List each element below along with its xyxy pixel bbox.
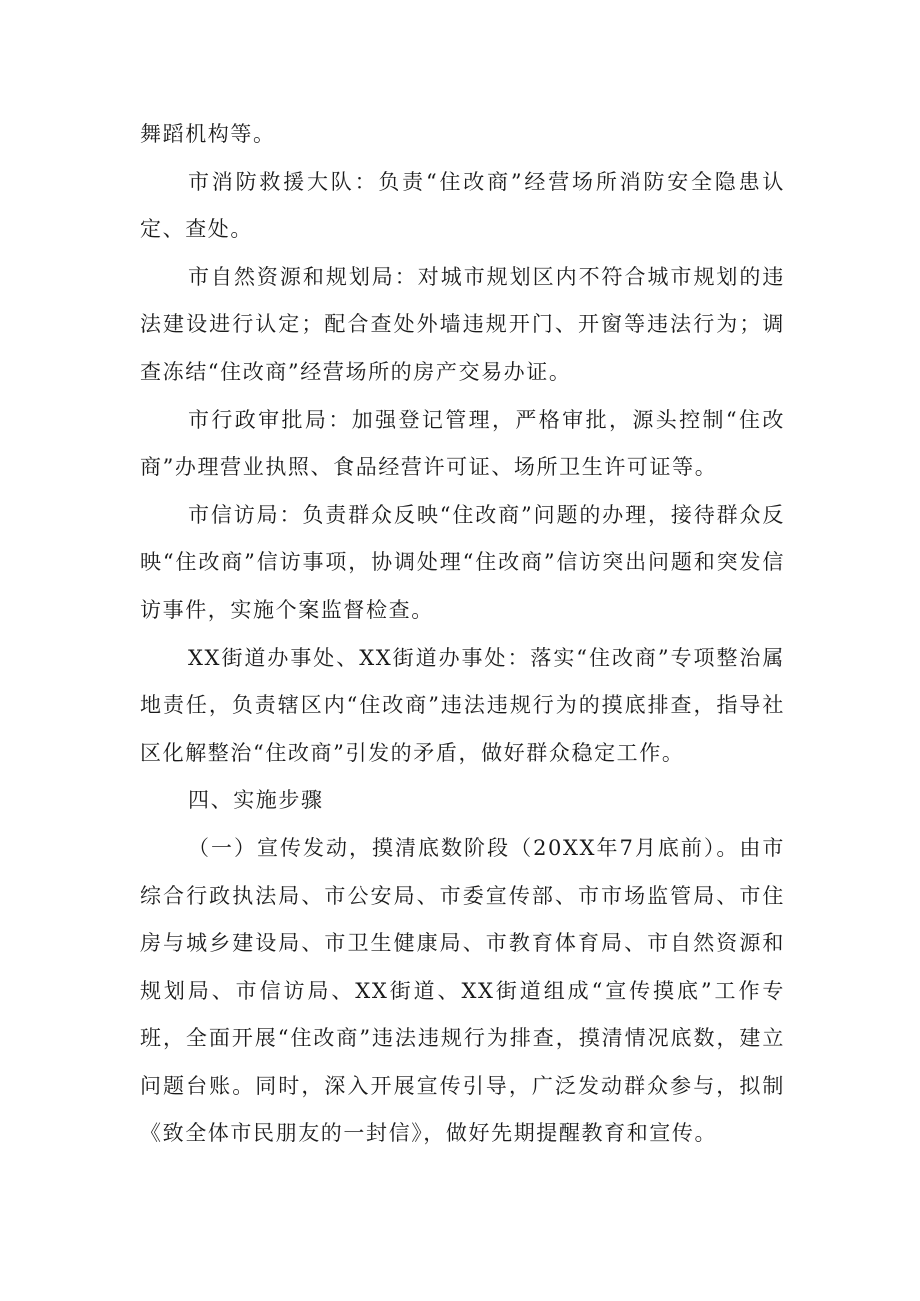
paragraph-natural-resources: 市自然资源和规划局：对城市规划区内不符合城市规划的违法建设进行认定；配合查处外墙违规开门、开窗等违法行为；调查冻结“住改商”经营场所的房产交易办证。 [140, 264, 785, 384]
paragraph-administrative-approval: 市行政审批局：加强登记管理，严格审批，源头控制“住改商”办理营业执照、食品经营许可证、场所卫生许可证等。 [140, 407, 785, 480]
paragraph-fire-rescue: 市消防救援大队：负责“住改商”经营场所消防安全隐患认定、查处。 [140, 169, 785, 242]
paragraph-step-one: （一）宣传发动，摸清底数阶段（20XX年7月底前）。由市综合行政执法局、市公安局、市委宣传部、市市场监管局、市住房与城乡建设局、市卫生健康局、市教育体育局、市自然资源和规划局、市信访局、XX街道、XX街道组成“宣传摸底”工作专班，全面开展“住改商”违法违规行为排查，摸清情况底数，建立问题台账。同时，深入开展宣传引导，广泛发动群众参与，拟制《致全体市民朋友的一封信》，做好先期提醒教育和宣传。 [140, 835, 785, 1146]
document-body [140, 111, 785, 1158]
paragraph-street-offices: XX街道办事处、XX街道办事处：落实“住改商”专项整治属地责任，负责辖区内“住改商”违法违规行为的摸底排查，指导社区化解整治“住改商”引发的矛盾，做好群众稳定工作。 [140, 645, 785, 765]
paragraph-petition-bureau: 市信访局：负责群众反映“住改商”问题的办理，接待群众反映“住改商”信访事项，协调处理“住改商”信访突出问题和突发信访事件，实施个案监督检查。 [140, 502, 785, 622]
section-heading-implementation-steps: 四、实施步骤 [188, 788, 324, 813]
paragraph-continuation: 舞蹈机构等。 [140, 122, 276, 146]
